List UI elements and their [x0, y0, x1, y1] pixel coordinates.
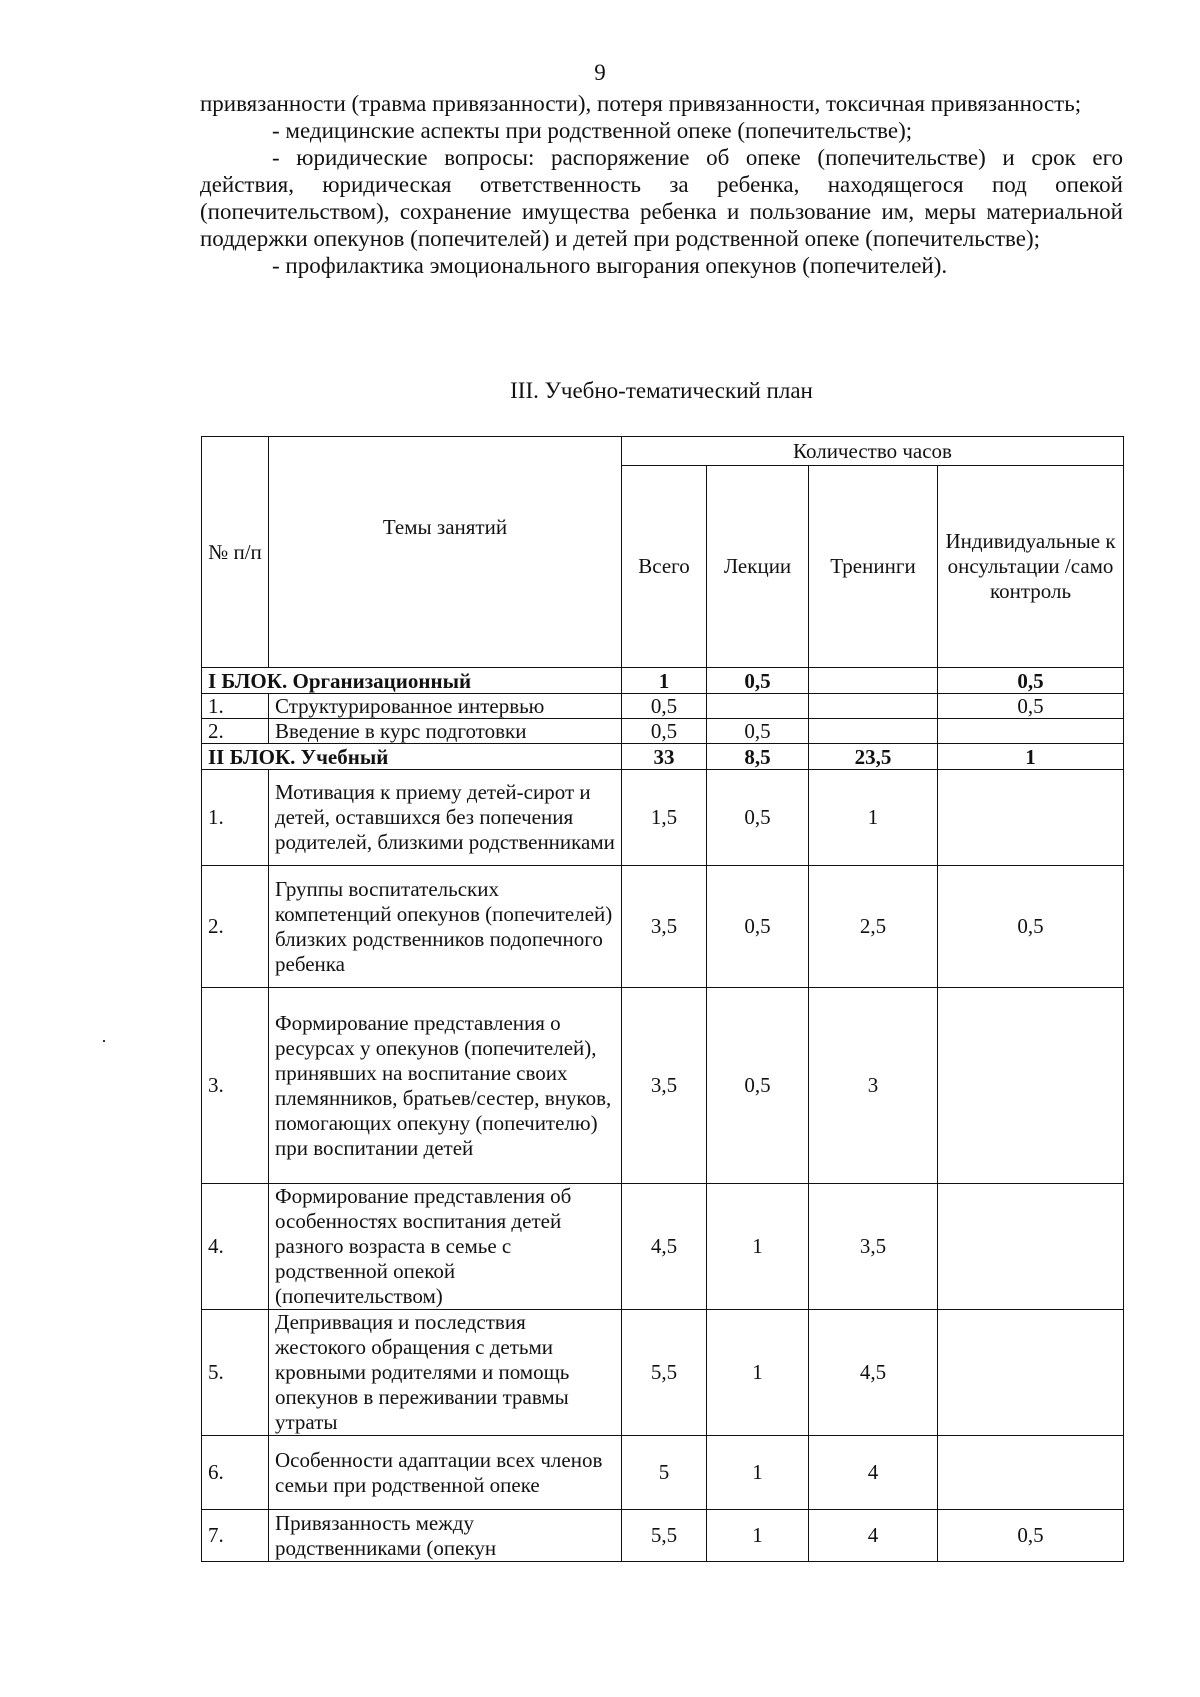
- row-trainings: 2,5: [809, 866, 938, 988]
- block-lectures: 8,5: [707, 744, 809, 770]
- table-row: [202, 988, 1124, 1184]
- row-num: 5.: [202, 1310, 269, 1436]
- header-topic: Темы занятий: [269, 437, 622, 668]
- row-num: 6.: [202, 1436, 269, 1510]
- row-individual: [938, 770, 1124, 866]
- table-row: [202, 719, 1124, 744]
- row-total: 0,5: [622, 694, 707, 719]
- page-number: 9: [594, 60, 606, 85]
- row-num: 2.: [202, 866, 269, 988]
- row-lectures: [707, 694, 809, 719]
- header-individual: Индивидуальные консультации /самоконтроль: [938, 466, 1124, 668]
- block-trainings: [809, 668, 938, 694]
- row-topic: Структурированное интервью: [269, 694, 622, 719]
- row-lectures: 0,5: [707, 988, 809, 1184]
- row-individual: [938, 1184, 1124, 1310]
- row-num: 1.: [202, 770, 269, 866]
- row-lectures: 1: [707, 1184, 809, 1310]
- intro-bullet-burnout: - профилактика эмоционального выгорания опекунов (попечителей).: [272, 253, 948, 278]
- block-title: II БЛОК. Учебный: [202, 744, 622, 770]
- row-trainings: 4: [809, 1510, 938, 1562]
- row-num: 4.: [202, 1184, 269, 1310]
- curriculum-table: [201, 436, 1124, 1562]
- row-individual: [938, 1310, 1124, 1436]
- block-row: [202, 744, 1124, 770]
- row-lectures: 1: [707, 1310, 809, 1436]
- row-total: 5: [622, 1436, 707, 1510]
- row-topic: Формирование представления о ресурсах у опекунов (попечителей), принявших на воспитание своих племянников, братьев/сестер, внуков, помогающих опекуну (попечителю) при воспитании детей: [269, 988, 622, 1184]
- row-topic: Мотивация к приему детей-сирот и детей, оставшихся без попечения родителей, близкими родственниками: [269, 770, 622, 866]
- table-row: [202, 770, 1124, 866]
- header-lectures: Лекции: [707, 466, 809, 668]
- intro-paragraph: привязанности (травма привязанности), потеря привязанности, токсичная привязанность;: [200, 91, 1082, 116]
- table-row: [202, 1510, 1124, 1562]
- row-individual: [938, 988, 1124, 1184]
- header-total: Всего: [622, 466, 707, 668]
- row-trainings: 4: [809, 1436, 938, 1510]
- row-trainings: 1: [809, 770, 938, 866]
- row-topic: Формирование представления об особенностях воспитания детей разного возраста в семье с родственной опекой (попечительством): [269, 1184, 622, 1310]
- row-total: 1,5: [622, 770, 707, 866]
- table-row: [202, 1436, 1124, 1510]
- row-trainings: [809, 694, 938, 719]
- block-row: [202, 668, 1124, 694]
- row-total: 3,5: [622, 866, 707, 988]
- row-lectures: 0,5: [707, 719, 809, 744]
- row-trainings: [809, 719, 938, 744]
- row-trainings: 3,5: [809, 1184, 938, 1310]
- row-num: 3.: [202, 988, 269, 1184]
- row-lectures: 0,5: [707, 770, 809, 866]
- row-topic: Особенности адаптации всех членов семьи при родственной опеке: [269, 1436, 622, 1510]
- row-total: 4,5: [622, 1184, 707, 1310]
- intro-bullet-medical: - медицинские аспекты при родственной опеке (попечительстве);: [272, 118, 913, 143]
- row-num: 1.: [202, 694, 269, 719]
- block-total: 1: [622, 668, 707, 694]
- block-title: I БЛОК. Организационный: [202, 668, 622, 694]
- row-individual: [938, 1436, 1124, 1510]
- intro-bullet-legal: - юридические вопросы: распоряжение об опеке (попечительстве) и срок его действия, юридическая ответственность за ребенка, находящегося под опекой (попечительством), сохранение имущества ребенка и пользование им, меры материальной поддержки опекунов (попечителей) и детей при родственной опеке (попечительстве);: [200, 145, 1123, 251]
- table-row: [202, 866, 1124, 988]
- row-trainings: 4,5: [809, 1310, 938, 1436]
- header-hours: Количество часов: [622, 437, 1124, 466]
- row-individual: 0,5: [938, 1510, 1124, 1562]
- header-trainings: Тренинги: [809, 466, 938, 668]
- header-row: [202, 437, 1124, 466]
- row-lectures: 0,5: [707, 866, 809, 988]
- row-topic: Введение в курс подготовки: [269, 719, 622, 744]
- row-total: 5,5: [622, 1310, 707, 1436]
- block-lectures: 0,5: [707, 668, 809, 694]
- row-total: 0,5: [622, 719, 707, 744]
- block-total: 33: [622, 744, 707, 770]
- row-total: 3,5: [622, 988, 707, 1184]
- section-title: III. Учебно-тематический план: [510, 378, 813, 403]
- block-individual: 0,5: [938, 668, 1124, 694]
- row-total: 5,5: [622, 1510, 707, 1562]
- row-individual: 0,5: [938, 866, 1124, 988]
- row-num: 2.: [202, 719, 269, 744]
- row-individual: 0,5: [938, 694, 1124, 719]
- row-num: 7.: [202, 1510, 269, 1562]
- block-trainings: 23,5: [809, 744, 938, 770]
- header-num: № п/п: [202, 437, 269, 668]
- row-topic: Группы воспитательских компетенций опекунов (попечителей) близких родственников подопечного ребенка: [269, 866, 622, 988]
- table-row: [202, 1310, 1124, 1436]
- block-individual: 1: [938, 744, 1124, 770]
- row-lectures: 1: [707, 1436, 809, 1510]
- intro-text: [200, 90, 1123, 279]
- row-individual: [938, 719, 1124, 744]
- row-trainings: 3: [809, 988, 938, 1184]
- scan-speck: [103, 1040, 105, 1042]
- table-row: [202, 1184, 1124, 1310]
- row-lectures: 1: [707, 1510, 809, 1562]
- row-topic: Привязанность между родственниками (опекун: [269, 1510, 622, 1562]
- row-topic: Деприввация и последствия жестокого обращения с детьми кровными родителями и помощь опекунов в переживании травмы утраты: [269, 1310, 622, 1436]
- table-row: [202, 694, 1124, 719]
